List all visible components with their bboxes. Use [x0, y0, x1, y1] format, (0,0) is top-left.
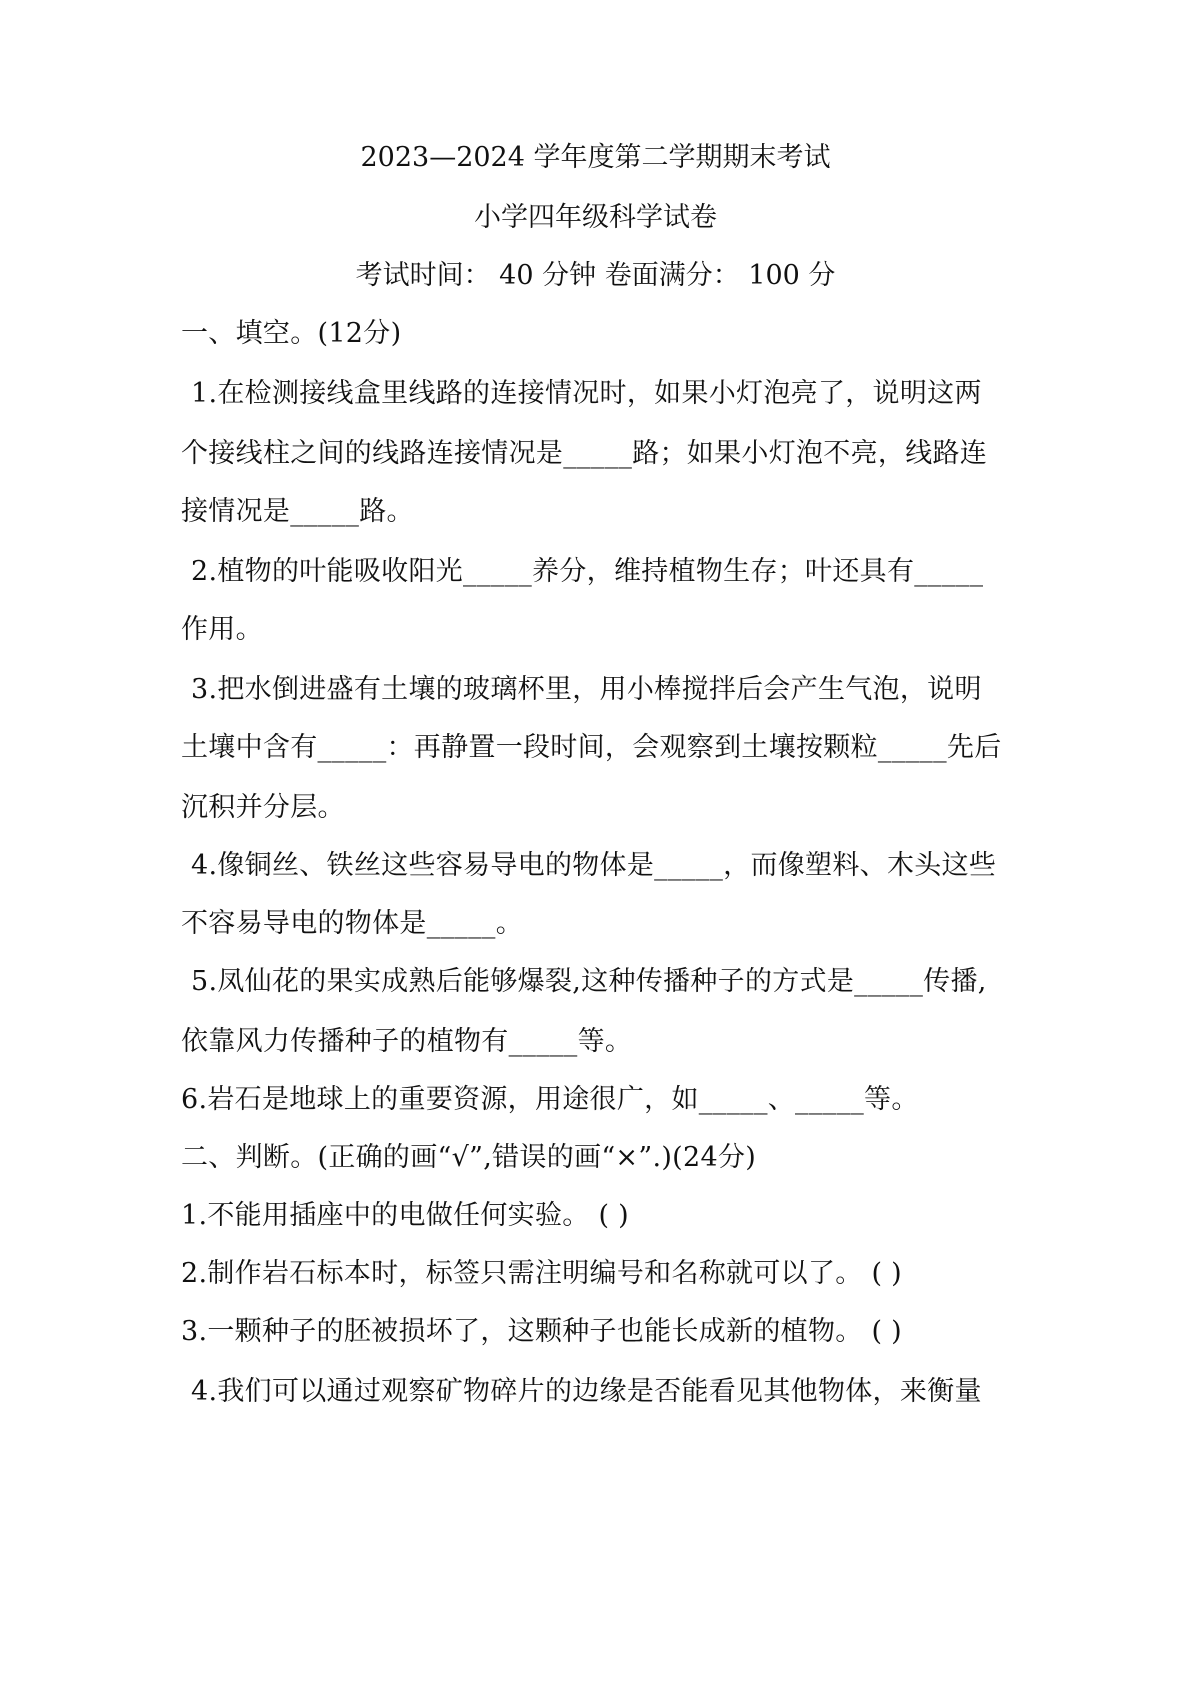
question-line: 不容易导电的物体是_____。 [181, 908, 523, 939]
question-line: 6.岩石是地球上的重要资源，用途很广，如_____、_____等。 [181, 1084, 919, 1115]
question-line: 3.把水倒进盛有土壤的玻璃杯里，用小棒搅拌后会产生气泡，说明 [191, 674, 982, 705]
question-line: 接情况是_____路。 [181, 496, 414, 527]
question-line: 1.在检测接线盒里线路的连接情况时，如果小灯泡亮了，说明这两 [191, 378, 982, 409]
question-line: 个接线柱之间的线路连接情况是_____路；如果小灯泡不亮，线路连 [181, 438, 988, 469]
section2-heading: 二、判断。(正确的画“√”,错误的画“×”.)(24分) [181, 1142, 757, 1173]
question-line: 作用。 [181, 614, 263, 645]
question-line: 依靠风力传播种子的植物有_____等。 [181, 1026, 633, 1057]
question-line: 沉积并分层。 [181, 792, 345, 823]
exam-title: 2023—2024 学年度第二学期期末考试 [360, 142, 831, 173]
section1-heading: 一、填空。(12分) [181, 318, 402, 349]
exam-info: 考试时间： 40 分钟 卷面满分： 100 分 [355, 260, 836, 291]
exam-subtitle: 小学四年级科学试卷 [474, 202, 717, 233]
judgment-line: 3.一颗种子的胚被损坏了，这颗种子也能长成新的植物。 ( ) [181, 1316, 902, 1347]
judgment-line: 4.我们可以通过观察矿物碎片的边缘是否能看见其他物体，来衡量 [191, 1376, 982, 1407]
question-line: 2.植物的叶能吸收阳光_____养分，维持植物生存；叶还具有_____ [191, 556, 984, 587]
question-line: 5.凤仙花的果实成熟后能够爆裂,这种传播种子的方式是_____传播, [191, 966, 987, 997]
question-line: 4.像铜丝、铁丝这些容易导电的物体是_____，而像塑料、木头这些 [191, 850, 997, 881]
question-line: 土壤中含有_____：再静置一段时间，会观察到土壤按颗粒_____先后 [181, 732, 1002, 763]
judgment-line: 1.不能用插座中的电做任何实验。 ( ) [181, 1200, 629, 1231]
judgment-line: 2.制作岩石标本时，标签只需注明编号和名称就可以了。 ( ) [181, 1258, 902, 1289]
